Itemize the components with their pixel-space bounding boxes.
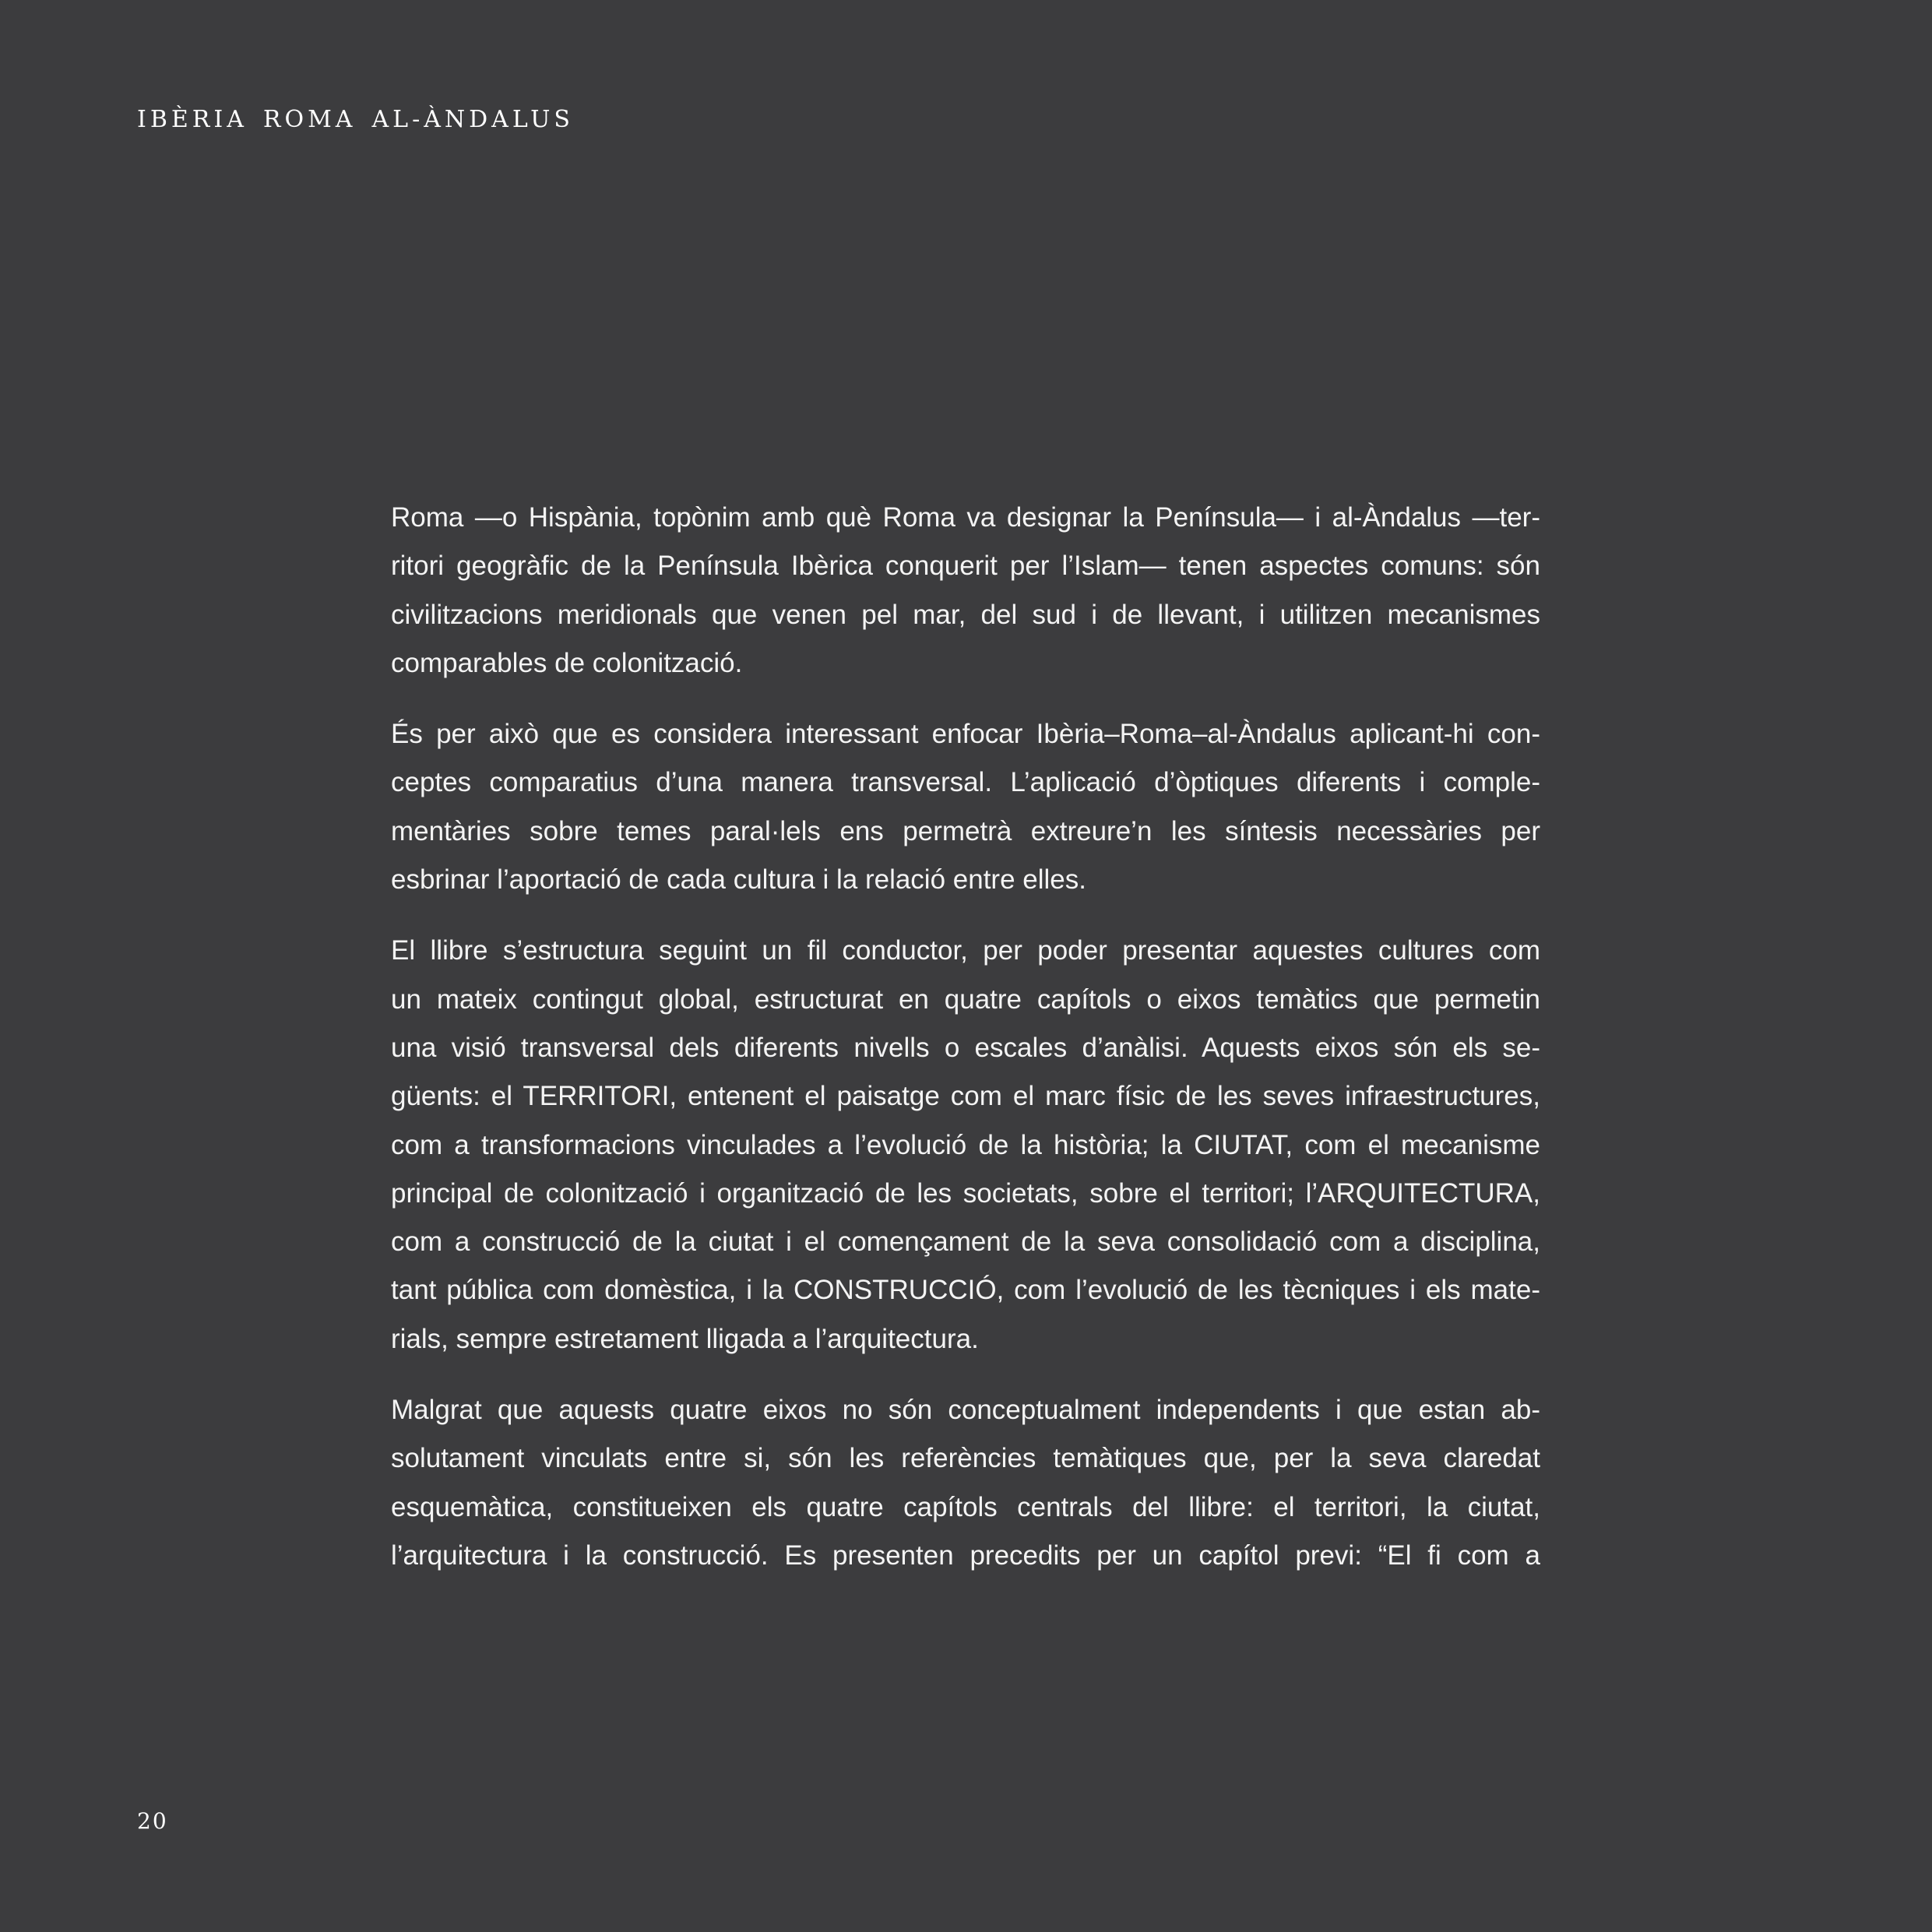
header-iberia: IBÈRIA (137, 106, 248, 133)
header-al-andalus: AL-ÀNDALUS (371, 106, 574, 133)
text-line: solutament vinculats entre si, són les referències temàtiques que, per la seva claredat (391, 1443, 1540, 1474)
text-line: mentàries sobre temes paral·lels ens permetrà extreure’n les síntesis necessàries per (391, 815, 1540, 846)
text-line: Roma —o Hispània, topònim amb què Roma va designar la Península— i al-Àndalus —ter- (391, 502, 1540, 533)
text-line: comparables de colonització. (391, 647, 743, 678)
text-line: güents: el TERRITORI, entenent el paisatge com el marc físic de les seves infraestructures, (391, 1081, 1540, 1112)
text-line: esbrinar l’aportació de cada cultura i la relació entre elles. (391, 864, 1086, 896)
paragraph-1 (391, 494, 1540, 688)
text-line: És per això que es considera interessant enfocar Ibèria–Roma–al-Àndalus aplicant-hi con- (391, 719, 1540, 750)
text-line: esquemàtica, constitueixen els quatre capítols centrals del llibre: el territori, la ciutat, (391, 1491, 1540, 1522)
text-line: El llibre s’estructura seguint un fil conductor, per poder presentar aquestes cultures com (391, 935, 1540, 966)
text-line: un mateix contingut global, estructurat en quatre capítols o eixos temàtics que permetin (391, 984, 1540, 1015)
page-number: 20 (137, 1808, 168, 1834)
header-roma: ROMA (262, 106, 357, 133)
paragraph-2 (391, 710, 1540, 904)
running-header (137, 106, 574, 133)
text-line: Malgrat que aquests quatre eixos no són conceptualment independents i que estan ab- (391, 1395, 1540, 1426)
paragraph-3 (391, 927, 1540, 1364)
text-line: rials, sempre estretament lligada a l’arquitectura. (391, 1323, 979, 1354)
text-line: tant pública com domèstica, i la CONSTRUCCIÓ, com l’evolució de les tècniques i els mate- (391, 1275, 1540, 1306)
text-line: com a construcció de la ciutat i el començament de la seva consolidació com a disciplina, (391, 1226, 1540, 1258)
text-line: l’arquitectura i la construcció. Es presenten precedits per un capítol previ: “El fi com a (391, 1540, 1540, 1571)
text-line: ceptes comparatius d’una manera transversal. L’aplicació d’òptiques diferents i comple- (391, 767, 1540, 798)
text-line: ritori geogràfic de la Península Ibèrica conquerit per l’Islam— tenen aspectes comuns: són (391, 551, 1540, 582)
text-line: com a transformacions vinculades a l’evolució de la història; la CIUTAT, com el mecanisme (391, 1129, 1540, 1160)
text-line: principal de colonització i organització de les societats, sobre el territori; l’ARQUITECTURA, (391, 1177, 1540, 1209)
text-line: civilitzacions meridionals que venen pel mar, del sud i de llevant, i utilitzen mecanismes (391, 599, 1540, 630)
body-text (391, 494, 1540, 1603)
text-line: una visió transversal dels diferents nivells o escales d’anàlisi. Aquests eixos són els se- (391, 1032, 1540, 1063)
paragraph-4 (391, 1386, 1540, 1580)
